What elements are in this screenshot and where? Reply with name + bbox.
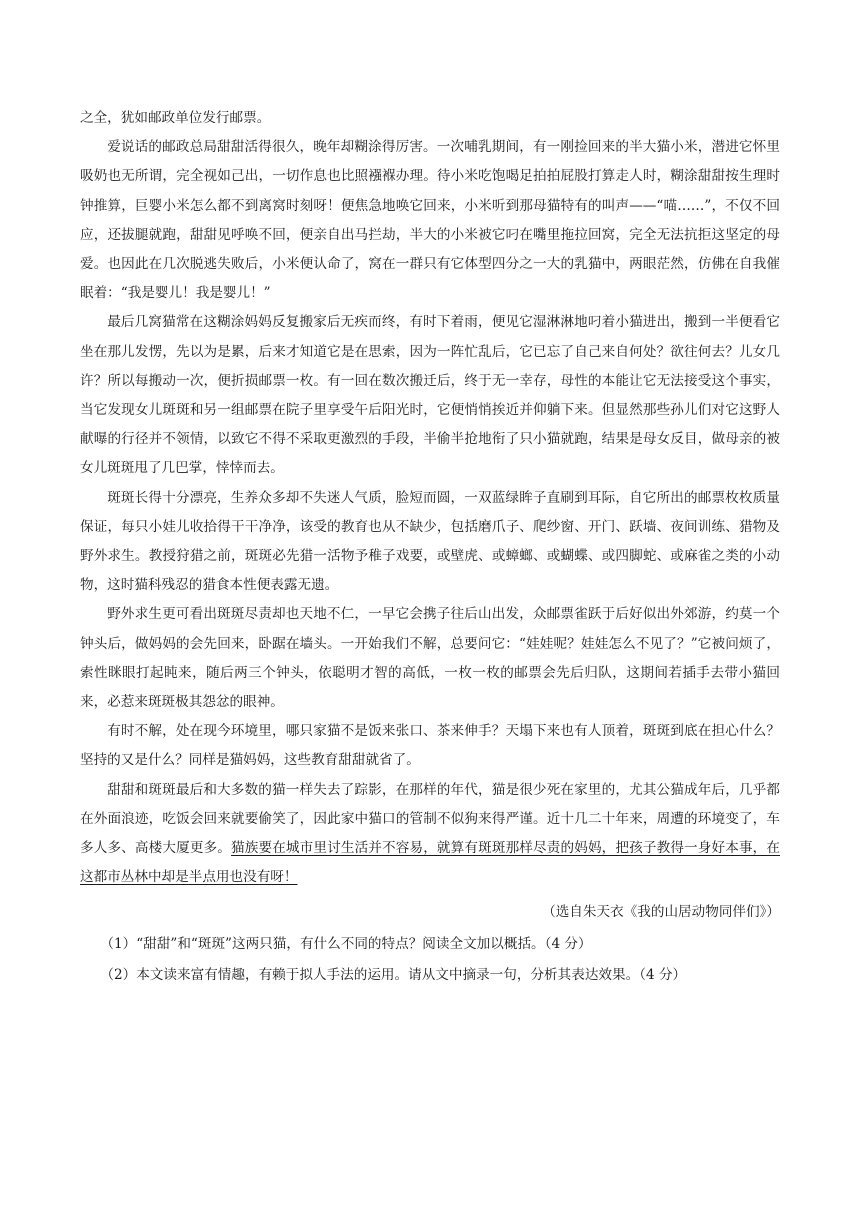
question-1: （1）“甜甜”和“斑斑”这两只猫，有什么不同的特点？阅读全文加以概括。（4 分） <box>100 935 592 952</box>
document-page <box>80 104 780 990</box>
paragraph-ending <box>80 776 780 893</box>
question-2: （2）本文读来富有情趣，有赖于拟人手法的运用。请从文中摘录一句，分析其表达效果。（4 分） <box>100 966 687 983</box>
underlined-sentence: 猫族要在城市里讨生活并不容易，就算有斑斑那样尽责的妈妈，把孩子教得一身好本事，在这都市丛林中却是半点用也没有呀！ <box>80 840 781 886</box>
ending-plain-text: 甜甜和斑斑最后和大多数的猫一样失去了踪影，在那样的年代，猫是很少死在家里的，尤其公猫成年后，几乎都在外面浪迹，吃饭会回来就要偷笑了，因此家中猫口的管制不似狗来得严谨。近十几二十年来，周遭的环境变了，车多人多、高楼大厦更多。 <box>80 781 780 857</box>
paragraph-tiantian-moving: 最后几窝猫常在这糊涂妈妈反复搬家后无疾而终，有时下着雨，便见它湿淋淋地叼着小猫进出，搬到一半便看它坐在那儿发愣，先以为是累，后来才知道它是在思索，因为一阵忙乱后，它已忘了自己来自何处？欲往何去？儿女几许？所以每搬动一次，便折损邮票一枚。有一回在数次搬迁后，终于无一幸存，母性的本能让它无法接受这个事实，当它发现女儿斑斑和另一组邮票在院子里享受午后阳光时，它便悄悄挨近并仰躺下来。但显然那些孙儿们对它这野人献曝的行径并不领情，以致它不得不采取更激烈的手段，半偷半抢地衔了只小猫就跑，结果是母女反目，做母亲的被女儿斑斑甩了几巴掌，悻悻而去。 <box>80 314 780 477</box>
paragraph-continuation: 之全，犹如邮政单位发行邮票。 <box>80 110 271 126</box>
paragraph-banban-survival: 野外求生更可看出斑斑尽责却也天地不仁，一早它会携子往后山出发，众邮票雀跃于后好似出外郊游，约莫一个钟头后，做妈妈的会先回来，卧踞在墙头。一开始我们不解，总要问它：“娃娃呢？娃娃怎么不见了？”它被问烦了，索性眯眼打起盹来，随后两三个钟头，依聪明才智的高低，一枚一枚的邮票会先后归队，这期间若插手去带小猫回来，必惹来斑斑极其怨忿的眼神。 <box>80 606 780 711</box>
paragraph-banban-traits: 斑斑长得十分漂亮，生养众多却不失迷人气质，脸短而圆，一双蓝绿眸子直刷到耳际，自它所出的邮票枚枚质量保证，每只小娃儿收拾得干干净净，该受的教育也从不缺少，包括磨爪子、爬纱窗、开门、跃墙、夜间训练、猎物及野外求生。教授狩猎之前，斑斑必先猎一活物予稚子戏要，或壁虎、或蟑螂、或蝴蝶、或四脚蛇、或麻雀之类的小动物，这时猫科残忍的猎食本性便表露无遗。 <box>80 489 780 594</box>
source-citation: （选自朱天衣《我的山居动物同伴们》） <box>542 904 780 921</box>
paragraph-tiantian-nursing: 爱说话的邮政总局甜甜活得很久，晚年却糊涂得厉害。一次哺乳期间，有一刚捡回来的半大猫小米，潜进它怀里吸奶也无所谓，完全视如己出，一切作息也比照襁褓办理。待小米吃饱喝足拍拍屁股打算走人时，糊涂甜甜按生理时钟推算，巨婴小米怎么都不到离窝时刻呀！便焦急地唤它回来，小米听到那母猫特有的叫声——“喵……”，不仅不回应，还拔腿就跑，甜甜见呼唤不回，便亲自出马拦劫，半大的小米被它叼在嘴里拖拉回窝，完全无法抗拒这坚定的母爱。也因此在几次脱逃失败后，小米便认命了，窝在一群只有它体型四分之一大的乳猫中，两眼茫然，仿佛在自我催眠着：“我是婴儿！我是婴儿！” <box>80 139 780 302</box>
paragraph-reflection: 有时不解，处在现今环境里，哪只家猫不是饭来张口、茶来伸手？天塌下来也有人顶着，斑斑到底在担心什么？坚持的又是什么？同样是猫妈妈，这些教育甜甜就省了。 <box>80 723 780 769</box>
